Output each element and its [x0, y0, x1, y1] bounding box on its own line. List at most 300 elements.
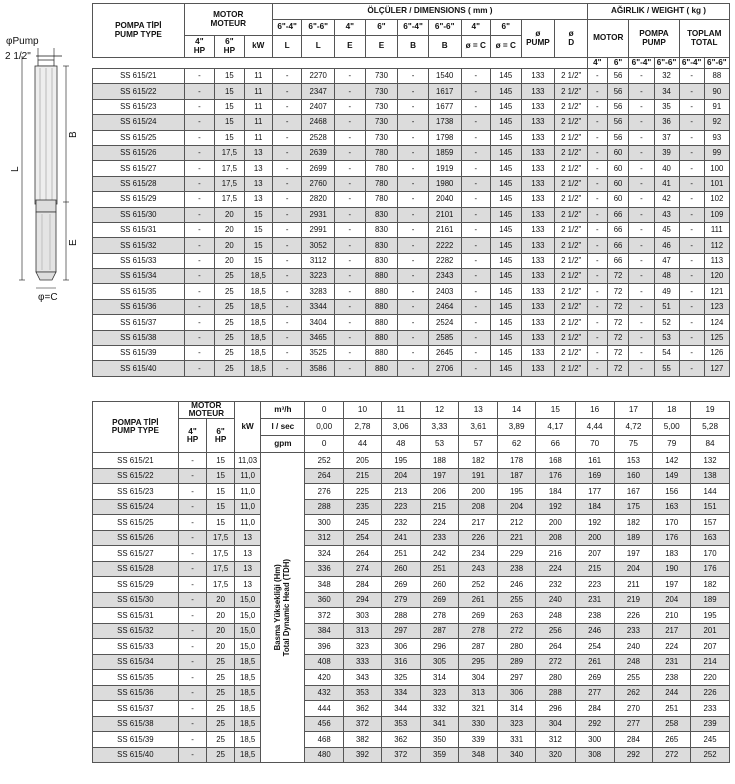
table-cell: 56: [607, 69, 629, 84]
dim-group-header: 6": [490, 20, 521, 36]
table-cell: 13: [234, 577, 261, 593]
table-cell: 288: [305, 499, 344, 515]
table-cell: -: [461, 161, 490, 176]
table-cell: 99: [704, 145, 729, 160]
table-cell: 18,5: [244, 330, 272, 345]
table-cell: -: [335, 99, 366, 114]
table-row: [93, 99, 730, 114]
table-cell: 145: [490, 145, 521, 160]
table-cell: 348: [459, 747, 498, 763]
table-row: [93, 207, 730, 222]
table-cell: 295: [459, 654, 498, 670]
table-cell: 11,0: [234, 499, 261, 515]
weight-sub-header: 4": [588, 58, 608, 69]
table-cell: -: [184, 222, 215, 237]
table-cell: 17,5: [215, 161, 244, 176]
flow-value-gpm: 57: [459, 436, 498, 453]
table-cell: 269: [575, 670, 614, 686]
table-cell: 127: [704, 361, 729, 376]
table-cell: 314: [498, 701, 536, 717]
table-cell: 169: [575, 468, 614, 484]
table-cell: -: [272, 69, 301, 84]
table-cell: 195: [381, 453, 420, 469]
flow-value-gpm: 0: [305, 436, 344, 453]
table-cell: -: [461, 284, 490, 299]
table-cell: 145: [490, 315, 521, 330]
table-cell: -: [461, 192, 490, 207]
table-cell: 184: [575, 499, 614, 515]
table-cell: -: [184, 192, 215, 207]
table-cell: -: [588, 315, 608, 330]
table-cell: -: [178, 747, 207, 763]
table-cell: 133: [521, 161, 555, 176]
table-cell: 54: [654, 346, 679, 361]
table-cell: 45: [654, 222, 679, 237]
table-cell: -: [679, 161, 704, 176]
table-cell: 200: [535, 515, 575, 531]
table-cell: 133: [521, 115, 555, 130]
head-axis-label: Basma Yüksekliği (Hm) Total Dynamic Head (TDH): [261, 453, 305, 763]
table-cell: 145: [490, 130, 521, 145]
flow-value-gpm: 48: [381, 436, 420, 453]
table-cell: -: [629, 192, 654, 207]
table-cell: 269: [381, 577, 420, 593]
table-cell: -: [629, 115, 654, 130]
hp4-header: 4" HP: [184, 36, 215, 58]
table-cell: 278: [420, 608, 459, 624]
pump-model-cell: SS 615/31: [93, 222, 185, 237]
table-cell: 18,5: [244, 361, 272, 376]
table-cell: 191: [459, 468, 498, 484]
table-cell: 133: [521, 330, 555, 345]
table-cell: -: [398, 145, 429, 160]
table-cell: 830: [365, 253, 398, 268]
table-cell: 11,03: [234, 453, 261, 469]
table-cell: -: [629, 130, 654, 145]
table-cell: 149: [653, 468, 691, 484]
table-cell: 13: [244, 145, 272, 160]
table-cell: 153: [614, 453, 653, 469]
table-cell: 2101: [428, 207, 461, 222]
table-cell: 190: [653, 561, 691, 577]
table-cell: 252: [691, 747, 730, 763]
table-cell: -: [461, 253, 490, 268]
dim-letter-header: L: [302, 36, 335, 58]
table-cell: 55: [654, 361, 679, 376]
table-cell: 20: [215, 207, 244, 222]
table-cell: -: [272, 253, 301, 268]
table-cell: -: [629, 99, 654, 114]
flow-value-m3h: 17: [614, 402, 653, 419]
table-cell: 145: [490, 284, 521, 299]
table-cell: 18,5: [244, 315, 272, 330]
pump-diameter-label: φPump: [6, 36, 39, 47]
table-cell: 13: [244, 161, 272, 176]
table-cell: 133: [521, 284, 555, 299]
table-cell: -: [629, 269, 654, 284]
table-cell: 2706: [428, 361, 461, 376]
table-cell: 20: [207, 592, 235, 608]
table-cell: 205: [344, 453, 382, 469]
table-cell: 287: [459, 639, 498, 655]
flow-value-m3h: 16: [575, 402, 614, 419]
table-cell: -: [588, 253, 608, 268]
table-cell: -: [335, 192, 366, 207]
table-cell: 276: [305, 484, 344, 500]
table-row: [93, 84, 730, 99]
table-cell: 238: [653, 670, 691, 686]
table-cell: -: [629, 145, 654, 160]
table-cell: -: [629, 161, 654, 176]
table-cell: 72: [607, 346, 629, 361]
table-cell: 314: [420, 670, 459, 686]
table-cell: 25: [215, 299, 244, 314]
table-cell: 323: [498, 716, 536, 732]
table-cell: 18,5: [234, 685, 261, 701]
table-cell: 15: [215, 130, 244, 145]
motor-header: MOTOR MOTEUR: [178, 402, 234, 419]
pump-model-cell: SS 615/37: [93, 315, 185, 330]
table-cell: -: [588, 346, 608, 361]
dim-letter-header: E: [335, 36, 366, 58]
table-cell: 215: [575, 561, 614, 577]
table-cell: 109: [704, 207, 729, 222]
table-cell: 17,5: [207, 561, 235, 577]
table-cell: -: [461, 84, 490, 99]
table-cell: -: [588, 176, 608, 191]
table-cell: 305: [420, 654, 459, 670]
table-cell: -: [398, 130, 429, 145]
table-cell: 2222: [428, 238, 461, 253]
table-cell: -: [398, 284, 429, 299]
table-cell: 264: [535, 639, 575, 655]
flow-value-m3h: 18: [653, 402, 691, 419]
table-cell: 2 1/2": [555, 330, 588, 345]
table-cell: 25: [207, 716, 235, 732]
table-cell: -: [272, 299, 301, 314]
table-row: [93, 238, 730, 253]
table-cell: 2464: [428, 299, 461, 314]
table-cell: -: [335, 284, 366, 299]
table-row: [93, 608, 730, 624]
table-cell: 25: [215, 346, 244, 361]
table-cell: 2 1/2": [555, 222, 588, 237]
table-cell: -: [184, 346, 215, 361]
dim-group-header: 6"-4": [398, 20, 429, 36]
table-cell: -: [398, 253, 429, 268]
table-cell: 2 1/2": [555, 84, 588, 99]
table-cell: 20: [207, 623, 235, 639]
table-cell: 197: [653, 577, 691, 593]
table-cell: 280: [535, 670, 575, 686]
pump-model-cell: SS 615/34: [93, 269, 185, 284]
table-cell: -: [398, 238, 429, 253]
table-cell: 72: [607, 315, 629, 330]
table-cell: 32: [654, 69, 679, 84]
pump-model-cell: SS 615/32: [93, 238, 185, 253]
table-row: [93, 453, 730, 469]
table-cell: -: [679, 145, 704, 160]
table-cell: 145: [490, 253, 521, 268]
flow-value-m3h: 19: [691, 402, 730, 419]
table-cell: 238: [575, 608, 614, 624]
table-cell: 175: [614, 499, 653, 515]
table-cell: 60: [607, 192, 629, 207]
table-cell: -: [184, 161, 215, 176]
table-cell: -: [398, 315, 429, 330]
table-cell: 239: [691, 716, 730, 732]
table-cell: 272: [498, 623, 536, 639]
table-cell: 133: [521, 145, 555, 160]
table-cell: -: [588, 130, 608, 145]
table-row: [93, 515, 730, 531]
table-cell: 2 1/2": [555, 130, 588, 145]
table-cell: 197: [614, 546, 653, 562]
table-row: [93, 546, 730, 562]
table-cell: 264: [305, 468, 344, 484]
table-cell: 178: [498, 453, 536, 469]
table-cell: 208: [459, 499, 498, 515]
table-cell: -: [178, 484, 207, 500]
table-cell: -: [629, 253, 654, 268]
table-cell: 880: [365, 315, 398, 330]
weight-header: AĞIRLIK / WEIGHT ( kg ): [588, 4, 730, 20]
weight-sub-header: 6"-4": [679, 58, 704, 69]
flow-value-gpm: 53: [420, 436, 459, 453]
table-cell: 226: [691, 685, 730, 701]
table-cell: 830: [365, 238, 398, 253]
pump-model-cell: SS 615/34: [93, 654, 179, 670]
table-cell: 41: [654, 176, 679, 191]
table-cell: 3404: [302, 315, 335, 330]
table-cell: -: [335, 269, 366, 284]
table-cell: 91: [704, 99, 729, 114]
table-cell: 321: [459, 701, 498, 717]
table-cell: 207: [575, 546, 614, 562]
pump-diameter-header: ø PUMP: [521, 20, 555, 58]
table-cell: 730: [365, 115, 398, 130]
table-cell: 197: [420, 468, 459, 484]
table-cell: 201: [691, 623, 730, 639]
table-cell: -: [588, 99, 608, 114]
table-cell: 2585: [428, 330, 461, 345]
pump-model-cell: SS 615/39: [93, 346, 185, 361]
table-cell: 325: [381, 670, 420, 686]
table-cell: 13: [244, 192, 272, 207]
table-row: [93, 145, 730, 160]
table-cell: 66: [607, 253, 629, 268]
table-cell: -: [679, 299, 704, 314]
table-cell: -: [398, 346, 429, 361]
dim-group-header: 6": [365, 20, 398, 36]
table-cell: -: [272, 284, 301, 299]
table-cell: -: [461, 222, 490, 237]
table-cell: -: [184, 207, 215, 222]
table-cell: 217: [459, 515, 498, 531]
table-cell: 177: [575, 484, 614, 500]
flow-value-lsec: 3,06: [381, 419, 420, 436]
pump-model-cell: SS 615/40: [93, 747, 179, 763]
table-cell: 2 1/2": [555, 284, 588, 299]
table-cell: 15: [207, 468, 235, 484]
flow-value-lsec: 2,78: [344, 419, 382, 436]
table-cell: 182: [459, 453, 498, 469]
table-cell: 270: [614, 701, 653, 717]
table-cell: -: [629, 330, 654, 345]
table-cell: -: [272, 176, 301, 191]
table-cell: 2 1/2": [555, 361, 588, 376]
table-cell: 145: [490, 99, 521, 114]
table-row: [93, 561, 730, 577]
table-cell: 280: [498, 639, 536, 655]
table-cell: 25: [215, 315, 244, 330]
table-cell: -: [398, 115, 429, 130]
table-cell: -: [679, 84, 704, 99]
table-cell: -: [178, 592, 207, 608]
table-cell: 287: [420, 623, 459, 639]
table-cell: -: [629, 84, 654, 99]
table-row: [93, 592, 730, 608]
table-cell: 2 1/2": [555, 207, 588, 222]
table-cell: 248: [614, 654, 653, 670]
table-cell: 263: [498, 608, 536, 624]
weight-motor-header: MOTOR: [588, 20, 629, 58]
flow-value-gpm: 75: [614, 436, 653, 453]
table-cell: 362: [344, 701, 382, 717]
table-cell: 284: [344, 577, 382, 593]
table-cell: -: [588, 115, 608, 130]
table-cell: 40: [654, 161, 679, 176]
table-cell: -: [184, 145, 215, 160]
table-cell: 15: [215, 99, 244, 114]
pump-model-cell: SS 615/35: [93, 670, 179, 686]
table-cell: 17,5: [207, 577, 235, 593]
table-cell: 296: [535, 701, 575, 717]
table-cell: 2468: [302, 115, 335, 130]
table-cell: 2407: [302, 99, 335, 114]
pump-model-cell: SS 615/24: [93, 115, 185, 130]
table-cell: 25: [215, 330, 244, 345]
table-cell: -: [272, 99, 301, 114]
table-cell: -: [178, 685, 207, 701]
table-cell: 56: [607, 130, 629, 145]
table-cell: 52: [654, 315, 679, 330]
table-cell: 188: [420, 453, 459, 469]
table-row: [93, 654, 730, 670]
table-cell: 238: [498, 561, 536, 577]
table-cell: 48: [654, 269, 679, 284]
table-cell: 2699: [302, 161, 335, 176]
table-cell: -: [679, 69, 704, 84]
table-cell: 350: [420, 732, 459, 748]
table-cell: 145: [490, 192, 521, 207]
table-cell: 223: [575, 577, 614, 593]
table-cell: 288: [535, 685, 575, 701]
table-cell: 880: [365, 269, 398, 284]
table-cell: 51: [654, 299, 679, 314]
table-cell: -: [184, 315, 215, 330]
pump-model-cell: SS 615/27: [93, 161, 185, 176]
table-cell: 2 1/2": [555, 145, 588, 160]
table-cell: 252: [305, 453, 344, 469]
pump-model-cell: SS 615/29: [93, 192, 185, 207]
table-cell: 11,0: [234, 468, 261, 484]
table-cell: -: [178, 732, 207, 748]
table-cell: 170: [691, 546, 730, 562]
flow-value-m3h: 13: [459, 402, 498, 419]
table-cell: 3525: [302, 346, 335, 361]
table-cell: -: [629, 315, 654, 330]
table-cell: 15: [215, 69, 244, 84]
table-cell: 331: [498, 732, 536, 748]
table-row: [93, 161, 730, 176]
table-cell: -: [398, 69, 429, 84]
table-cell: 66: [607, 222, 629, 237]
table-cell: 2760: [302, 176, 335, 191]
table-cell: -: [178, 654, 207, 670]
table-cell: 18,5: [234, 670, 261, 686]
table-cell: 11: [244, 69, 272, 84]
pump-model-cell: SS 615/26: [93, 145, 185, 160]
table-cell: 56: [607, 84, 629, 99]
table-cell: 145: [490, 176, 521, 191]
table-cell: 124: [704, 315, 729, 330]
table-cell: -: [272, 130, 301, 145]
flow-value-m3h: 14: [498, 402, 536, 419]
table-cell: -: [588, 238, 608, 253]
table-cell: 18,5: [244, 269, 272, 284]
table-cell: 157: [691, 515, 730, 531]
table-cell: 15,0: [234, 623, 261, 639]
table-row: [93, 176, 730, 191]
table-cell: 145: [490, 361, 521, 376]
pump-model-cell: SS 615/21: [93, 69, 185, 84]
pump-model-cell: SS 615/31: [93, 608, 179, 624]
table-cell: 213: [381, 484, 420, 500]
table-cell: 133: [521, 99, 555, 114]
table-cell: 163: [653, 499, 691, 515]
table-cell: -: [679, 99, 704, 114]
table-cell: 246: [498, 577, 536, 593]
table-cell: 243: [459, 561, 498, 577]
table-cell: -: [184, 269, 215, 284]
table-cell: 730: [365, 69, 398, 84]
table-cell: -: [184, 361, 215, 376]
table-cell: 359: [420, 747, 459, 763]
table-cell: 93: [704, 130, 729, 145]
flow-value-lsec: 4,72: [614, 419, 653, 436]
table-cell: 13: [234, 546, 261, 562]
table-cell: -: [184, 176, 215, 191]
table-cell: 432: [305, 685, 344, 701]
pump-model-cell: SS 615/23: [93, 99, 185, 114]
table-cell: -: [629, 361, 654, 376]
table-cell: 2040: [428, 192, 461, 207]
table-cell: 133: [521, 69, 555, 84]
dim-letter-header: ø = C: [461, 36, 490, 58]
table-cell: 244: [653, 685, 691, 701]
table-cell: 2645: [428, 346, 461, 361]
table-cell: 372: [305, 608, 344, 624]
table-row: [93, 315, 730, 330]
table-cell: 420: [305, 670, 344, 686]
table-cell: -: [335, 176, 366, 191]
table-cell: 100: [704, 161, 729, 176]
table-cell: -: [461, 207, 490, 222]
table-cell: 272: [653, 747, 691, 763]
table-cell: 2 1/2": [555, 161, 588, 176]
weight-sub-header: 6"-6": [704, 58, 729, 69]
